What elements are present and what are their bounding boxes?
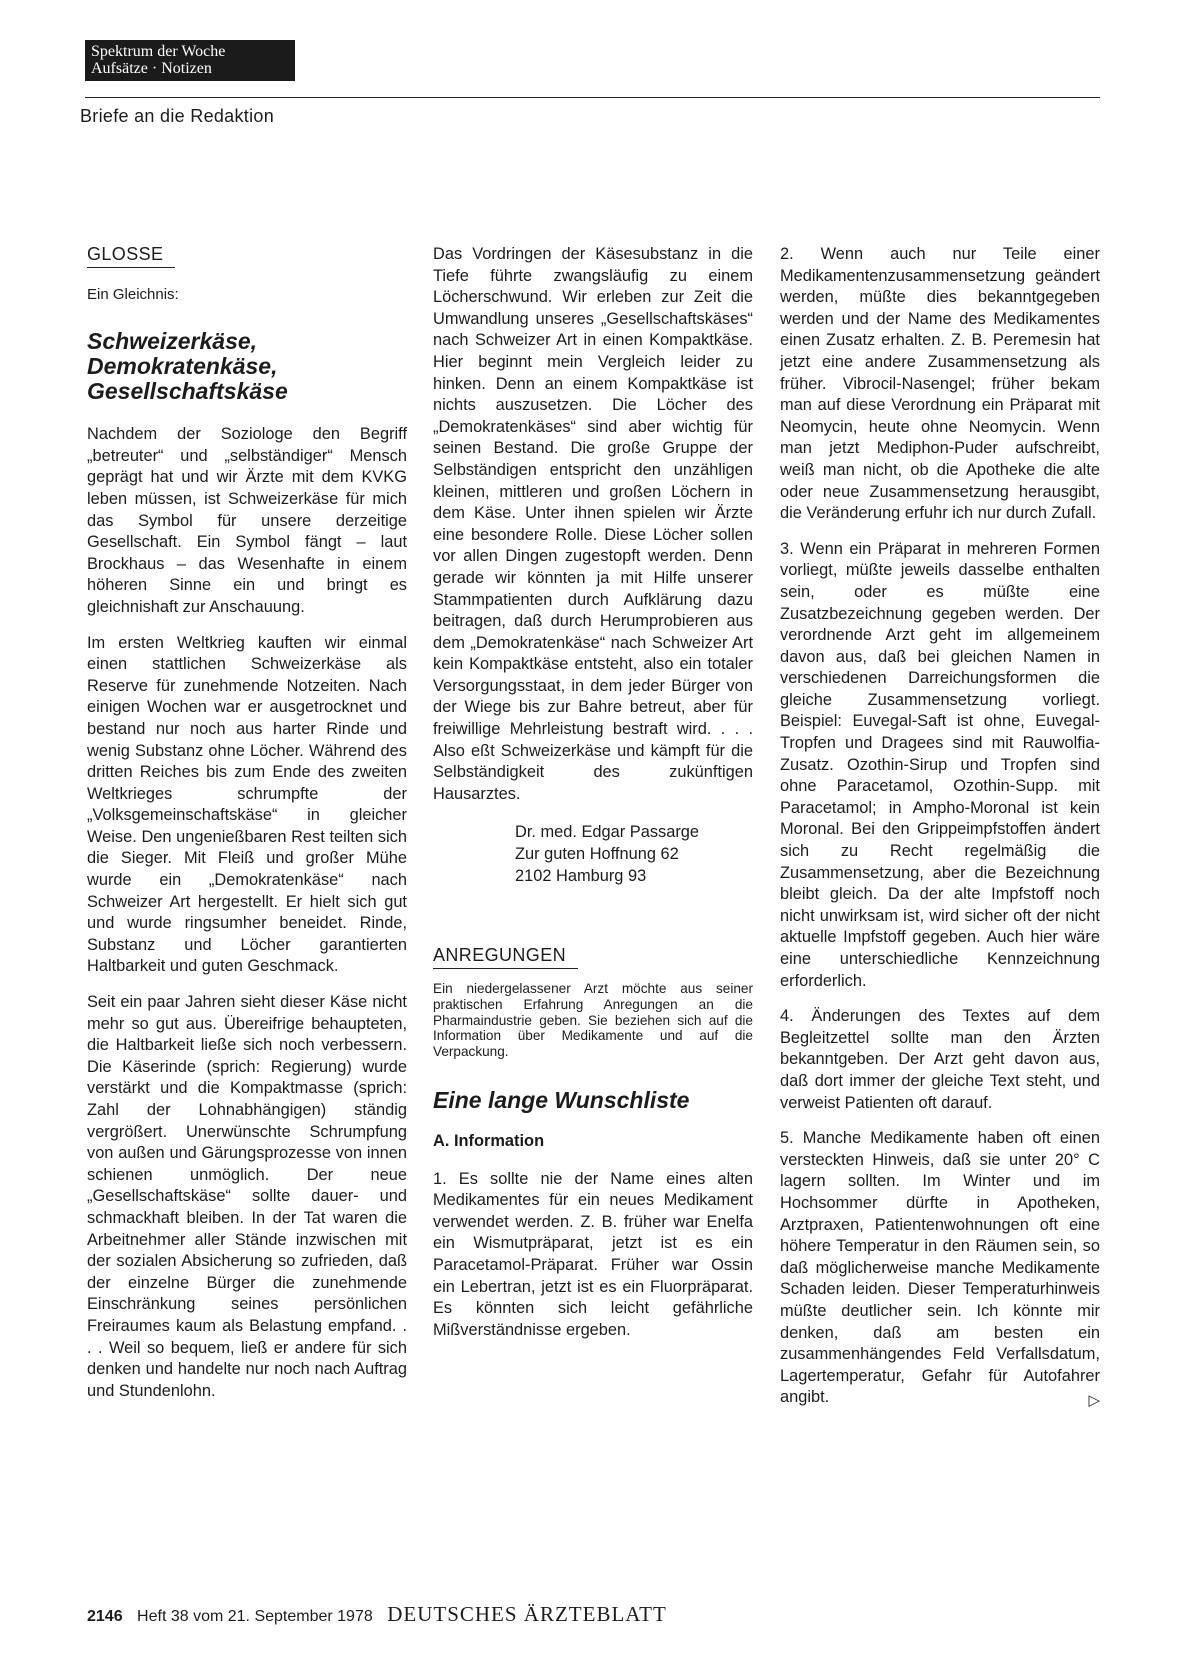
column-1 <box>87 244 407 1402</box>
glosse-paragraph-1: Nachdem der Soziologe den Begriff „betreuter“ und „selbständiger“ Mensch geprägt hat und wir Ärzte mit dem KVKG leben müssen, ist Schweizerkäse für mich das Symbol für unsere derzeitige Gesellschaft. Ein Symbol fängt – laut Brockhaus – das Wesenhafte in einem höheren Sinne ein und bringt es gleichnishaft zur Anschauung. <box>87 425 407 616</box>
section-title: Briefe an die Redaktion <box>80 106 275 126</box>
glosse-intro: Ein Gleichnis: <box>87 285 179 303</box>
anregungen-paragraph-2: 2. Wenn auch nur Teile einer Medikamentenzusammensetzung geändert werden, müßte dies bekanntgegeben werden und der Name des Medikamentes einen Zusatz erhalten. Z. B. Peremesin hat jetzt eine andere Zusammensetzung als früher. Vibrocil-Nasengel; früher bekam man auf diese Verordnung ein Präparat mit Neomycin, heute ohne Neomycin. Wenn man jetzt Mediphon-Puder aufschreibt, weiß man nicht, ob die Apotheke die alte oder neue Zusammensetzung herausgibt, die Veränderung erfuhr ich nur durch Zufall. <box>780 245 1100 523</box>
glosse-label: GLOSSE <box>87 244 175 268</box>
anregungen-paragraph-3: 3. Wenn ein Präparat in mehreren Formen vorliegt, müßte jeweils dasselbe enthalten sein, oder es müßte eine Zusatzbezeichnung gegeben werden. Der verordnende Arzt geht im allgemeinem davon aus, daß bei gleichen Namen in verschiedenen Darreichungsformen die gleiche Zusammensetzung vorliegt. Beispiel: Euvegal-Saft ist ohne, Euvegal-Tropfen und Dragees sind mit Rauwolfia-Zusatz. Ozothin-Sirup und Tropfen sind ohne Paracetamol, Ozothin-Supp. mit Paracetamol; in Ampho-Moronal ist kein Moronal. Bei den Grippeimpfstoffen ändert sich zu Recht regelmäßig die Zusammensetzung, aber die Bezeichnung bleibt gleich. Da der alte Impfstoff noch nicht unwirksam ist, wird sicher oft der nicht aktuelle Impfstoff gegeben. Auch hier wäre eine unterschiedliche Kennzeichnung erforderlich. <box>780 539 1100 990</box>
anregungen-subhead: A. Information <box>433 1132 545 1151</box>
glosse-paragraph-2: Im ersten Weltkrieg kauften wir einmal einen stattlichen Schweizerkäse als Reserve für zunehmende Notzeiten. Nach einigen Wochen war er ausgetrocknet und bestand nur noch aus harter Rinde und wenig Substanz ohne Löcher. Während des dritten Reiches bis zum Ende des zweiten Weltkrieges schrumpfte der „Volksgemeinschaftskäse“ in gleicher Weise. Den ungenießbaren Rest teilten sich die Sieger. Mit Fleiß und großer Mühe wurde ein „Demokratenkäse“ nach Schweizer Art hergestellt. Er hielt sich gut und wurde ringsumher beneidet. Rinde, Substanz und Löcher garantierten Haltbarkeit und guten Geschmack. <box>87 633 407 976</box>
signature-street: Zur guten Hoffnung 62 <box>515 845 679 864</box>
header-rule <box>85 97 1100 98</box>
issue-info: Heft 38 vom 21. September 1978 <box>137 1608 373 1625</box>
signature-city: 2102 Hamburg 93 <box>515 867 647 886</box>
headline-line-3: Gesellschaftskäse <box>87 378 288 405</box>
anregungen-intro: Ein niedergelassener Arzt möchte aus seiner praktischen Erfahrung Anregungen an die Pharmaindustrie geben. Sie beziehen sich auf die Information über Medikamente und auf die Verpackung. <box>433 981 753 1060</box>
continue-arrow-icon: ▷ <box>1088 1392 1100 1410</box>
anregungen-paragraph-4: 4. Änderungen des Textes auf dem Begleitzettel sollte man den Ärzten bekanntgeben. Der Arzt geht davon aus, daß dort immer der gleiche Text steht, und verweist Patienten oft darauf. <box>780 1007 1100 1112</box>
anregungen-headline: Eine lange Wunschliste <box>433 1087 690 1114</box>
glosse-paragraph-4: Das Vordringen der Käsesubstanz in die Tiefe führte zwangsläufig zu einem Löcherschwund. Wir erleben zur Zeit die Umwandlung unseres „Gesellschaftskäses“ nach Schweizer Art in einen Kompaktkäse. Hier beginnt mein Vergleich leider zu hinken. Denn an einem Kompaktkäse ist nichts auszusetzen. Die Löcher des „Demokratenkäses“ sind aber wichtig für seinen Bestand. Die große Gruppe der Selbständigen entspricht den unzähligen kleinen, mittleren und großen Löchern in dem Käse. Unter ihnen spielen wir Ärzte eine besondere Rolle. Diese Löcher sollen vor allen Dingen zugestopft werden. Denn gerade wir könnten ja mit Hilfe unserer Stammpatienten durch Aufklärung dazu beitragen, daß durch Herumprobieren aus dem „Demokratenkäse“ nach Schweizer Art kein Kompaktkäse entsteht, also ein totaler Versorgungsstaat, in dem jeder Bürger von der Wiege bis zur Bahre betreut, aber für freiwillige Mehrleistung bestraft wird. . . . Also eßt Schweizerkäse und kämpft für die Selbständigkeit des zukünftigen Hausarztes. <box>433 245 753 803</box>
signature <box>515 821 753 887</box>
anregungen-label: ANREGUNGEN <box>433 945 578 969</box>
rubric-line-2: Aufsätze · Notizen <box>91 60 212 77</box>
rubric-line-1: Spektrum der Woche <box>91 43 226 60</box>
journal-name: DEUTSCHES ÄRZTEBLATT <box>387 1602 667 1626</box>
glosse-paragraph-3: Seit ein paar Jahren sieht dieser Käse nicht mehr so gut aus. Übereifrige behaupteten, die Haltbarkeit ließe sich noch verbessern. Die Käserinde (sprich: Regierung) wurde verstärkt und die Kompaktmasse (sprich: Zahl der Lohnabhängigen) ständig vergrößert. Unerwünschte Schrumpfung von außen und Gärungsprozesse von innen schienen unmöglich. Der neue „Gesellschaftskäse“ sollte dauer- und schmackhaft bleiben. In der Tat waren die Arbeitnehmer aller Stände inzwischen mit der sozialen Absicherung so zufrieden, daß der einzelne Bürger die zunehmende Einschränkung seines persönlichen Freiraumes kaum als Belastung empfand. . . . Weil so bequem, ließ er andere für sich denken und handelte nur noch nach Auftrag und Stundenlohn. <box>87 993 407 1400</box>
glosse-headline <box>87 329 407 404</box>
column-2 <box>433 244 753 1341</box>
page-number: 2146 <box>87 1608 123 1625</box>
rubric-tag <box>85 40 295 81</box>
headline-line-1: Schweizerkäse, <box>87 328 258 355</box>
column-3 <box>780 244 1100 1412</box>
page-footer <box>87 1602 667 1627</box>
headline-line-2: Demokratenkäse, <box>87 353 278 380</box>
anregungen-paragraph-5 <box>780 1128 1100 1409</box>
paragraph-5-text: 5. Manche Medikamente haben oft einen versteckten Hinweis, daß sie unter 20° C lagern sollten. Im Winter und im Hochsommer dürfte in Apotheken, Arztpraxen, Patientenwohnungen oft eine höhere Temperatur in den Räumen sein, so daß möglicherweise manche Medikamente Schaden leiden. Dieser Temperaturhinweis müßte deutlicher sein. Ich könnte mir denken, daß am besten ein zusammenhängendes Feld Verfallsdatum, Lagertemperatur, Gefahr für Autofahrer angibt. <box>780 1129 1100 1407</box>
signature-name: Dr. med. Edgar Passarge <box>515 823 700 842</box>
anregungen-paragraph-1: 1. Es sollte nie der Name eines alten Medikamentes für ein neues Medikament verwendet werden. Z. B. früher war Enelfa ein Wismutpräparat, jetzt ist es ein Paracetamol-Präparat. Früher war Ossin ein Lebertran, jetzt ist es ein Fluorpräparat. Es könnten sich leicht gefährliche Mißverständnisse ergeben. <box>433 1169 753 1339</box>
